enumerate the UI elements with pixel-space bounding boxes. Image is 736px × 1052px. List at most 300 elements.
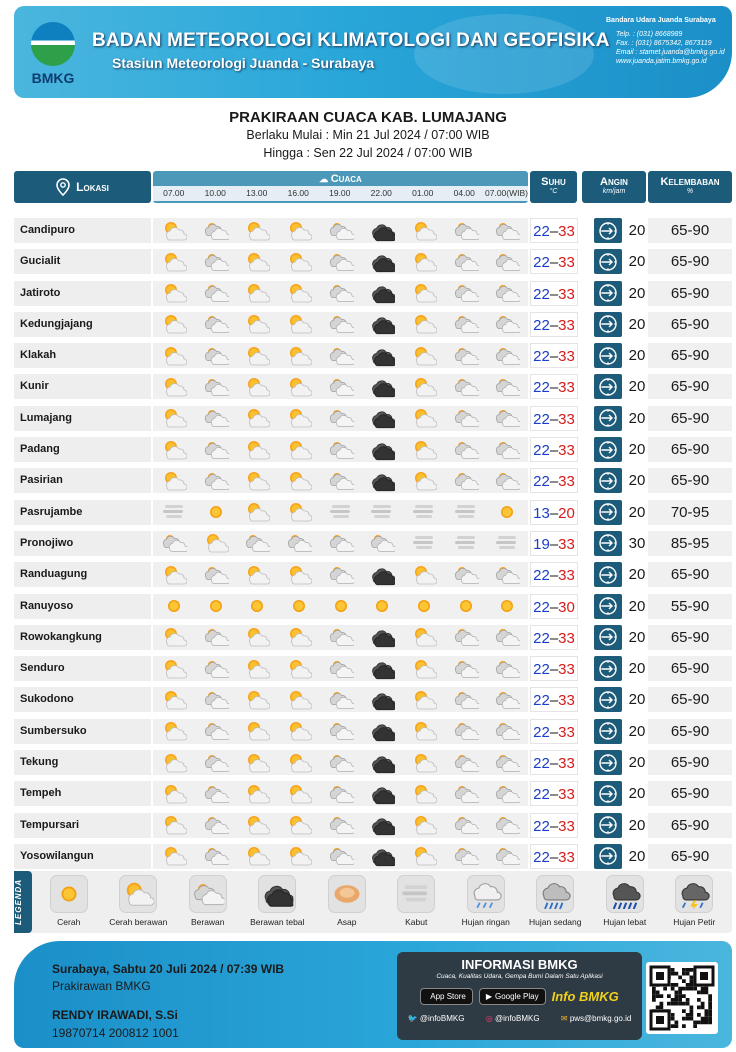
humidity-range: 65-90 (648, 687, 732, 712)
agency-title: BADAN METEOROLOGI KLIMATOLOGI DAN GEOFISIKA (92, 30, 610, 51)
cloudy-icon (278, 531, 320, 556)
weather-icons (153, 312, 528, 337)
partly-cloudy-icon (153, 343, 195, 368)
weather-icons (153, 374, 528, 399)
haze-icon (328, 875, 366, 913)
table-row (14, 246, 732, 277)
weather-icons (153, 218, 528, 243)
wind-direction-icon (594, 374, 622, 399)
wind-direction-icon (594, 437, 622, 462)
partly-cloudy-icon (153, 249, 195, 274)
info-title: INFORMASI BMKG (461, 957, 578, 972)
wind-speed: 30 (628, 534, 646, 552)
temp-min: 19 (533, 535, 550, 553)
temp-max: 33 (558, 692, 575, 710)
partly-cloudy-icon (403, 312, 445, 337)
wind-direction-icon (594, 281, 622, 306)
partly-cloudy-icon (403, 406, 445, 431)
partly-cloudy-icon (403, 625, 445, 650)
temp-max: 33 (558, 723, 575, 741)
humidity-range: 65-90 (648, 813, 732, 838)
location-name: Lumajang (14, 406, 151, 431)
cloudy-icon (320, 406, 362, 431)
temp-dash: – (549, 254, 559, 272)
cloudy-icon (445, 562, 487, 587)
partly-cloudy-icon (236, 781, 278, 806)
location-name: Sumbersuko (14, 719, 151, 744)
partly-cloudy-icon (403, 343, 445, 368)
temp-dash: – (549, 473, 559, 491)
fog-icon (153, 500, 195, 525)
email-link[interactable]: ✉ pws@bmkg.go.id (560, 1014, 632, 1023)
contact-block (606, 16, 725, 66)
wind-direction-icon (594, 656, 622, 681)
overcast-icon (361, 343, 403, 368)
cloudy-icon (153, 531, 195, 556)
humidity-range: 65-90 (648, 562, 732, 587)
clear-sun-icon (403, 594, 445, 619)
forecast-title: PRAKIRAAN CUACA KAB. LUMAJANG (229, 109, 507, 126)
temperature-range (530, 500, 578, 525)
partly-cloudy-icon (195, 531, 237, 556)
cloudy-icon (486, 813, 528, 838)
cloudy-icon (445, 437, 487, 462)
partly-cloudy-icon (236, 844, 278, 869)
cloudy-icon (486, 750, 528, 775)
clear-sun-icon (278, 594, 320, 619)
partly-cloudy-icon (236, 437, 278, 462)
temp-min: 22 (533, 285, 550, 303)
humidity-range: 65-90 (648, 343, 732, 368)
fog-icon (486, 531, 528, 556)
temp-min: 22 (533, 629, 550, 647)
cloudy-icon (195, 844, 237, 869)
cloudy-icon (486, 281, 528, 306)
cloudy-icon (195, 625, 237, 650)
wind-direction-icon (594, 750, 622, 775)
partly-cloudy-icon (403, 218, 445, 243)
table-row (14, 810, 732, 841)
legend-item (104, 875, 174, 927)
humidity-range: 65-90 (648, 625, 732, 650)
humidity-range: 70-95 (648, 500, 732, 525)
temp-dash: – (549, 410, 559, 428)
heavy-rain-icon (606, 875, 644, 913)
table-row (14, 371, 732, 402)
temperature-range (530, 656, 578, 681)
temperature-range (530, 813, 578, 838)
wind-direction-icon (594, 781, 622, 806)
partly-cloudy-icon (278, 687, 320, 712)
location-name: Kedungjajang (14, 312, 151, 337)
table-row (14, 278, 732, 309)
info-subtitle: Cuaca, Kualitas Udara, Gempa Bumi Dalam Satu Aplikasi (436, 973, 603, 980)
temp-min: 22 (533, 723, 550, 741)
legend-item-label: Asap (337, 917, 357, 927)
cloudy-icon (486, 249, 528, 274)
partly-cloudy-icon (153, 813, 195, 838)
partly-cloudy-icon (403, 844, 445, 869)
weather-icons (153, 844, 528, 869)
cloudy-icon (320, 656, 362, 681)
issue-date: Surabaya, Sabtu 20 Juli 2024 / 07:39 WIB (52, 962, 285, 976)
legend-item-label: Hujan ringan (461, 917, 510, 927)
partly-cloudy-icon (278, 406, 320, 431)
location-name: Pasirian (14, 468, 151, 493)
temp-min: 22 (533, 254, 550, 272)
wind-speed: 20 (628, 315, 646, 333)
temp-max: 33 (558, 848, 575, 866)
wind-direction-icon (594, 249, 622, 274)
temperature-range (530, 218, 578, 243)
humidity-range: 65-90 (648, 437, 732, 462)
temp-max: 33 (558, 567, 575, 585)
cloudy-icon (445, 813, 487, 838)
time-slot-1: 10.00 (204, 188, 226, 198)
overcast-icon (361, 406, 403, 431)
overcast-icon (361, 625, 403, 650)
table-row (14, 528, 732, 559)
legend-item (312, 875, 382, 927)
cloudy-icon (486, 343, 528, 368)
cloudy-icon (195, 312, 237, 337)
header-banner (14, 6, 732, 98)
cloudy-icon (320, 374, 362, 399)
partly-cloudy-icon (278, 343, 320, 368)
fog-icon (320, 500, 362, 525)
time-slot-3: 16.00 (287, 188, 309, 198)
temp-max: 33 (558, 629, 575, 647)
legend-items (34, 875, 729, 927)
temp-max: 33 (558, 442, 575, 460)
col-location-label: Lokasi (76, 180, 109, 194)
partly-cloudy-icon (278, 625, 320, 650)
temperature-range (530, 594, 578, 619)
partly-cloudy-icon (278, 813, 320, 838)
humidity-range: 65-90 (648, 249, 732, 274)
temperature-range (530, 374, 578, 399)
twitter-link[interactable]: 🐦 @infoBMKG (407, 1014, 465, 1023)
temp-min: 22 (533, 692, 550, 710)
legend-item-label: Hujan lebat (603, 917, 647, 927)
partly-cloudy-icon (153, 312, 195, 337)
humidity-range: 65-90 (648, 374, 732, 399)
overcast-icon (361, 781, 403, 806)
fog-icon (403, 531, 445, 556)
cloudy-icon (445, 249, 487, 274)
clear-sun-icon (195, 594, 237, 619)
partly-cloudy-icon (153, 656, 195, 681)
appstore-button[interactable]: App Store (420, 988, 473, 1005)
temp-min: 22 (533, 598, 550, 616)
temp-max: 33 (558, 285, 575, 303)
weather-icons (153, 781, 528, 806)
wind-direction-icon (594, 844, 622, 869)
cloudy-icon (320, 281, 362, 306)
cloudy-icon (320, 813, 362, 838)
temp-min: 22 (533, 348, 550, 366)
partly-cloudy-icon (153, 374, 195, 399)
wind-direction-icon (594, 594, 622, 619)
location-name: Tempeh (14, 781, 151, 806)
temp-max: 33 (558, 661, 575, 679)
table-row (14, 591, 732, 622)
cloudy-icon (445, 687, 487, 712)
logo-icon (31, 22, 75, 66)
partly-cloudy-icon (278, 500, 320, 525)
temperature-range (530, 719, 578, 744)
cloudy-icon (320, 468, 362, 493)
partly-cloudy-icon (236, 500, 278, 525)
col-humidity-label: Kelembaban (660, 176, 720, 188)
clear-sun-icon (361, 594, 403, 619)
col-location (14, 171, 151, 203)
forecaster-nip: 19870714 200812 1001 (52, 1026, 179, 1040)
wind-speed: 20 (628, 722, 646, 740)
weather-icons (153, 562, 528, 587)
partly-cloudy-icon (278, 249, 320, 274)
partly-cloudy-icon (278, 218, 320, 243)
temp-min: 22 (533, 316, 550, 334)
temperature-range (530, 625, 578, 650)
fog-icon (445, 500, 487, 525)
cloudy-icon (486, 781, 528, 806)
table-row (14, 434, 732, 465)
station-name: Stasiun Meteorologi Juanda - Surabaya (112, 55, 375, 71)
cloudy-icon (195, 687, 237, 712)
temp-max: 30 (558, 598, 575, 616)
cloudy-icon (195, 719, 237, 744)
temperature-range (530, 562, 578, 587)
cloudy-icon (320, 844, 362, 869)
clear-sun-icon (50, 875, 88, 913)
googleplay-button[interactable]: ▶ Google Play (479, 988, 546, 1005)
wind-speed: 20 (628, 347, 646, 365)
weather-icons (153, 406, 528, 431)
humidity-range: 65-90 (648, 406, 732, 431)
wind-direction-icon (594, 468, 622, 493)
humidity-range: 65-90 (648, 656, 732, 681)
cloudy-icon (320, 562, 362, 587)
overcast-icon (361, 750, 403, 775)
table-row (14, 403, 732, 434)
partly-cloudy-icon (403, 249, 445, 274)
overcast-icon (361, 844, 403, 869)
instagram-link[interactable]: ◎ @infoBMKG (485, 1014, 540, 1023)
partly-cloudy-icon (153, 750, 195, 775)
temperature-range (530, 531, 578, 556)
wind-direction-icon (594, 562, 622, 587)
overcast-icon (258, 875, 296, 913)
legend-item-label: Cerah (57, 917, 81, 927)
cloudy-icon (486, 844, 528, 869)
wind-direction-icon (594, 719, 622, 744)
col-weather (153, 171, 528, 203)
forecaster-role: Prakirawan BMKG (52, 979, 151, 993)
humidity-range: 65-90 (648, 468, 732, 493)
cloudy-icon (486, 656, 528, 681)
cloudy-icon (195, 281, 237, 306)
humidity-range: 65-90 (648, 281, 732, 306)
partly-cloudy-icon (153, 406, 195, 431)
partly-cloudy-icon (236, 562, 278, 587)
temp-dash: – (549, 535, 559, 553)
temp-min: 22 (533, 786, 550, 804)
wind-speed: 20 (628, 472, 646, 490)
partly-cloudy-icon (403, 281, 445, 306)
col-wind-label: Angin (600, 176, 628, 188)
temp-dash: – (549, 348, 559, 366)
temp-min: 22 (533, 223, 550, 240)
partly-cloudy-icon (153, 781, 195, 806)
cloudy-icon (486, 562, 528, 587)
cloudy-icon (320, 625, 362, 650)
location-name: Rowokangkung (14, 625, 151, 650)
location-name: Kunir (14, 374, 151, 399)
weather-icons (153, 281, 528, 306)
cloudy-icon (320, 531, 362, 556)
partly-cloudy-icon (278, 281, 320, 306)
table-row (14, 747, 732, 778)
location-name: Pronojiwo (14, 531, 151, 556)
partly-cloudy-icon (403, 437, 445, 462)
wind-speed: 20 (628, 284, 646, 302)
cloudy-icon (195, 656, 237, 681)
contact-email: Email : stamet.juanda@bmkg.go.id (616, 49, 725, 56)
location-name: Tempursari (14, 813, 151, 838)
location-name: Tekung (14, 750, 151, 775)
temperature-range (530, 844, 578, 869)
contact-fax: Fax. : (031) 8675342, 8673119 (616, 40, 712, 47)
cloudy-icon (445, 750, 487, 775)
humidity-range: 85-95 (648, 531, 732, 556)
table-row (14, 684, 732, 715)
cloudy-icon (445, 281, 487, 306)
weather-icons (153, 813, 528, 838)
partly-cloudy-icon (236, 218, 278, 243)
col-temp-label: Suhu (541, 176, 566, 188)
cloudy-icon (361, 531, 403, 556)
partly-cloudy-icon (236, 406, 278, 431)
wind-direction-icon (594, 343, 622, 368)
cloudy-icon (195, 781, 237, 806)
wind-speed: 20 (628, 691, 646, 709)
cloudy-icon (195, 249, 237, 274)
temp-min: 22 (533, 817, 550, 835)
overcast-icon (361, 281, 403, 306)
cloudy-icon (320, 343, 362, 368)
legend-item-label: Cerah berawan (109, 917, 168, 927)
temp-dash: – (549, 817, 559, 835)
contact-web: www.juanda.jatim.bmkg.go.id (616, 58, 707, 65)
qr-code[interactable] (646, 962, 718, 1034)
temperature-range (530, 781, 578, 806)
partly-cloudy-icon (403, 813, 445, 838)
wind-speed: 20 (628, 222, 646, 239)
temp-dash: – (549, 504, 559, 522)
legend-item (243, 875, 313, 927)
cloudy-icon (236, 531, 278, 556)
partly-cloudy-icon (403, 719, 445, 744)
clear-sun-icon (320, 594, 362, 619)
table-row (14, 497, 732, 528)
overcast-icon (361, 468, 403, 493)
partly-cloudy-icon (153, 687, 195, 712)
temp-min: 22 (533, 661, 550, 679)
temp-dash: – (549, 661, 559, 679)
cloudy-icon (189, 875, 227, 913)
cloudy-icon (320, 437, 362, 462)
cloudy-icon (320, 687, 362, 712)
cloudy-icon (445, 719, 487, 744)
partly-cloudy-icon (153, 468, 195, 493)
humidity-range: 65-90 (648, 750, 732, 775)
location-name: Randuagung (14, 562, 151, 587)
temp-max: 33 (558, 817, 575, 835)
legend-item-label: Hujan Petir (673, 917, 716, 927)
time-slot-5: 22.00 (370, 188, 392, 198)
wind-speed: 20 (628, 754, 646, 772)
overcast-icon (361, 218, 403, 243)
overcast-icon (361, 687, 403, 712)
table-row (14, 309, 732, 340)
temp-min: 22 (533, 379, 550, 397)
table-row (14, 716, 732, 747)
location-name: Pasrujambe (14, 500, 151, 525)
time-slot-4: 19.00 (329, 188, 351, 198)
cloudy-icon (320, 218, 362, 243)
temp-min: 22 (533, 473, 550, 491)
twitter-icon: 🐦 (407, 1014, 418, 1023)
location-pin-icon (56, 178, 70, 196)
wind-speed: 20 (628, 441, 646, 459)
humidity-range: 65-90 (648, 312, 732, 337)
legend-item (521, 875, 591, 927)
wind-speed: 20 (628, 847, 646, 865)
contact-name: Bandara Udara Juanda Surabaya (606, 17, 716, 24)
weather-icons (153, 594, 528, 619)
weather-icon: ☁ (319, 174, 331, 184)
partly-cloudy-icon (403, 750, 445, 775)
overcast-icon (361, 719, 403, 744)
location-name: Padang (14, 437, 151, 462)
partly-cloudy-icon (278, 781, 320, 806)
fog-icon (397, 875, 435, 913)
wind-speed: 20 (628, 660, 646, 678)
temp-max: 33 (558, 223, 575, 240)
wind-speed: 20 (628, 597, 646, 615)
table-row (14, 778, 732, 809)
overcast-icon (361, 374, 403, 399)
temp-dash: – (549, 567, 559, 585)
temp-max: 33 (558, 786, 575, 804)
weather-icons (153, 719, 528, 744)
table-row (14, 559, 732, 590)
partly-cloudy-icon (236, 312, 278, 337)
weather-icons (153, 750, 528, 775)
weather-icons (153, 531, 528, 556)
partly-cloudy-icon (153, 437, 195, 462)
contact-telp: Telp. : (031) 8668989 (616, 31, 683, 38)
partly-cloudy-icon (236, 687, 278, 712)
qr-code-icon (646, 962, 718, 1034)
weather-icons (153, 249, 528, 274)
legend-item (660, 875, 730, 927)
temp-dash: – (549, 755, 559, 773)
cloudy-icon (195, 562, 237, 587)
overcast-icon (361, 249, 403, 274)
cloudy-icon (320, 781, 362, 806)
